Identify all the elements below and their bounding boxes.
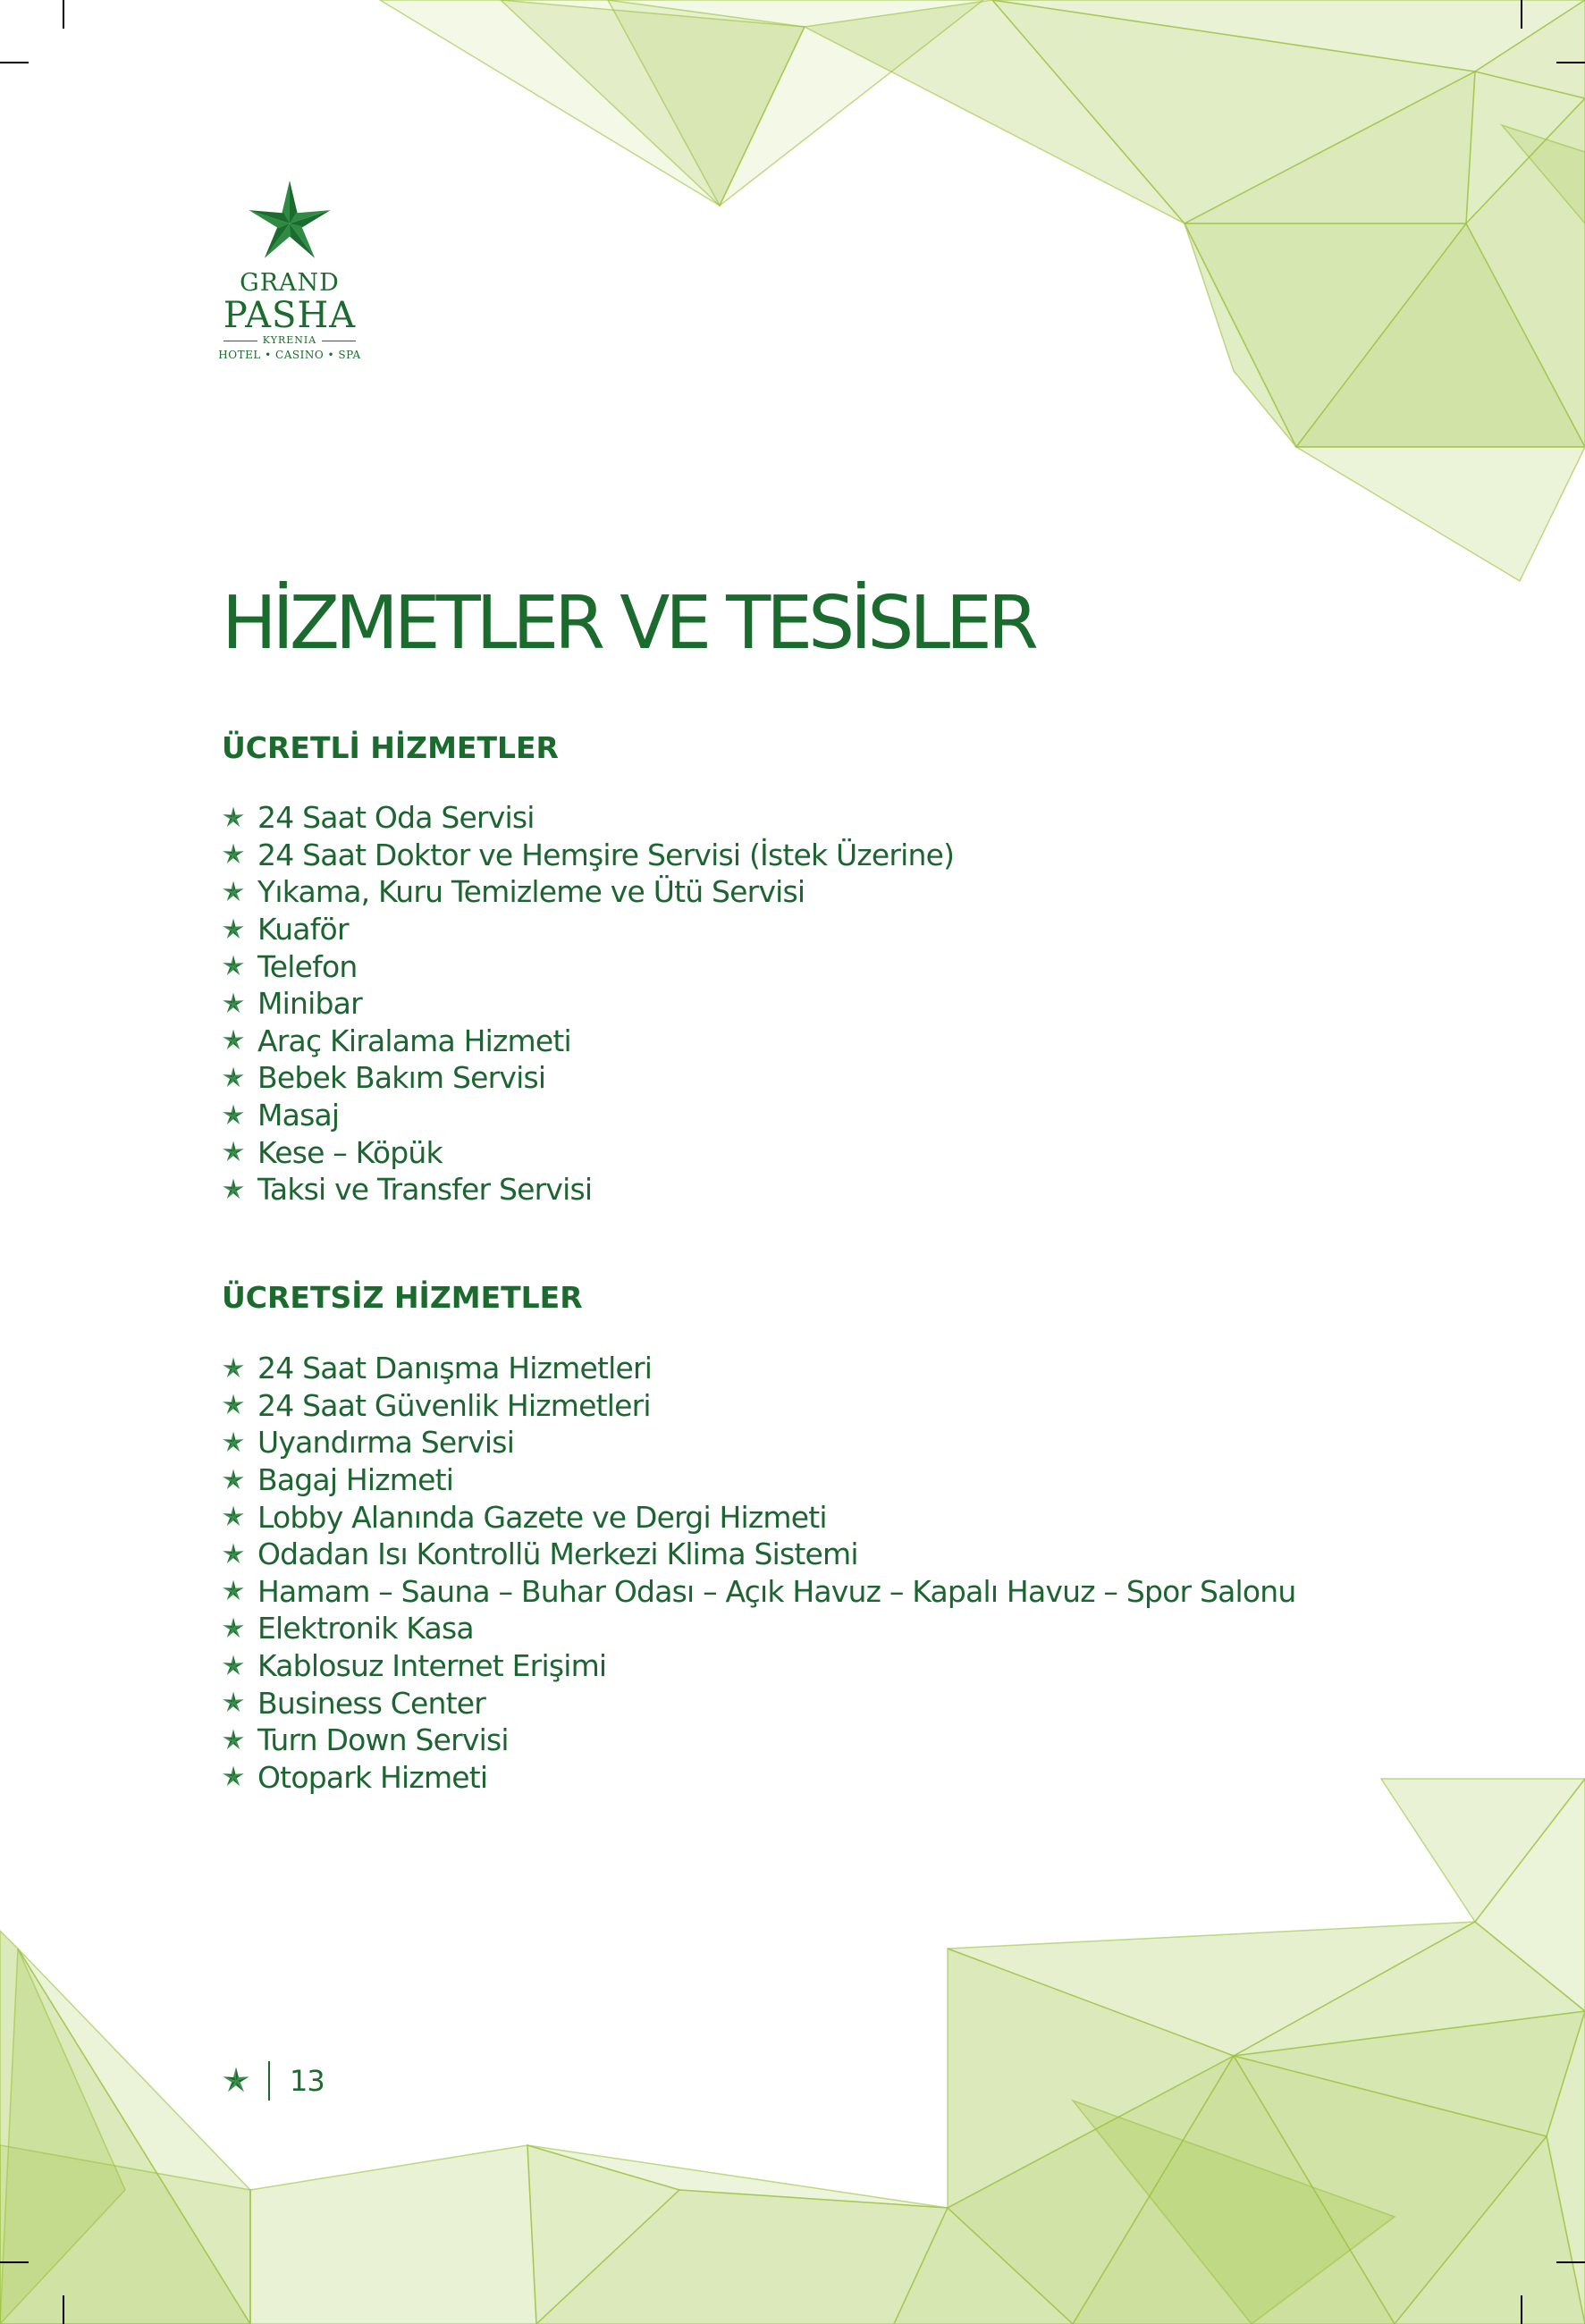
- list-item-label: Turn Down Servisi: [257, 1722, 509, 1758]
- brand-line-pasha: PASHA: [223, 295, 357, 336]
- star-icon: [222, 1104, 245, 1127]
- pinwheel-star-icon: [245, 179, 334, 268]
- list-item: [222, 799, 954, 837]
- list-item-label: Minibar: [257, 986, 362, 1022]
- list-item-label: 24 Saat Oda Servisi: [257, 800, 535, 836]
- star-icon: [222, 1029, 245, 1052]
- star-icon: [222, 843, 245, 866]
- list-item-label: Taksi ve Transfer Servisi: [257, 1172, 593, 1208]
- crop-mark: [1521, 0, 1522, 29]
- list-item-label: Yıkama, Kuru Temizleme ve Ütü Servisi: [257, 874, 805, 910]
- list-item: [222, 837, 954, 874]
- paid-services-list: [222, 799, 954, 1208]
- crop-mark: [1556, 62, 1585, 63]
- list-item: [222, 1759, 1296, 1797]
- list-item: [222, 1133, 954, 1171]
- star-icon: [222, 918, 245, 941]
- list-item: [222, 1097, 954, 1134]
- free-services-heading: ÜCRETSİZ HİZMETLER: [222, 1280, 583, 1315]
- star-icon: [222, 1141, 245, 1164]
- footer-separator: [268, 2061, 270, 2101]
- crop-mark: [1556, 2261, 1585, 2263]
- list-item: [222, 1059, 954, 1097]
- list-item: [222, 911, 954, 948]
- list-item-label: 24 Saat Doktor ve Hemşire Servisi (İstek Üzerine): [257, 837, 955, 872]
- brand-line-grand: GRAND: [240, 269, 340, 297]
- crop-mark: [63, 2295, 64, 2324]
- list-item-label: Bagaj Hizmeti: [257, 1462, 454, 1498]
- star-icon: [222, 1765, 245, 1789]
- list-item-label: Masaj: [257, 1098, 340, 1133]
- list-item-label: Bebek Bakım Servisi: [257, 1060, 546, 1096]
- star-icon: [222, 1617, 245, 1640]
- brand-logo: [207, 179, 372, 363]
- brand-line-kyrenia: [207, 334, 372, 347]
- list-item: [222, 1424, 1296, 1461]
- list-item: [222, 1023, 954, 1060]
- list-item-label: Kablosuz Internet Erişimi: [257, 1648, 607, 1684]
- list-item-label: 24 Saat Danışma Hizmetleri: [257, 1351, 653, 1386]
- brand-tagline: HOTEL • CASINO • SPA: [218, 349, 361, 361]
- star-icon: [222, 1394, 245, 1417]
- list-item-label: Kuaför: [257, 912, 349, 947]
- list-item-label: Araç Kiralama Hizmeti: [257, 1023, 571, 1058]
- list-item: [222, 1610, 1296, 1647]
- list-item-label: Elektronik Kasa: [257, 1611, 474, 1646]
- list-item: [222, 947, 954, 985]
- star-icon: [222, 1543, 245, 1566]
- star-icon: [222, 1729, 245, 1752]
- list-item-label: Lobby Alanında Gazete ve Dergi Hizmeti: [257, 1499, 827, 1535]
- list-item: [222, 1647, 1296, 1685]
- star-icon: [222, 2067, 250, 2095]
- list-item: [222, 1722, 1296, 1759]
- page-footer: [222, 2061, 325, 2101]
- star-icon: [222, 992, 245, 1015]
- list-item: [222, 985, 954, 1023]
- star-icon: [222, 806, 245, 829]
- list-item: [222, 1350, 1296, 1387]
- list-item-label: Kese – Köpük: [257, 1134, 443, 1170]
- list-item: [222, 1498, 1296, 1536]
- page-number: 13: [290, 2064, 325, 2098]
- star-icon: [222, 1178, 245, 1201]
- star-icon: [222, 880, 245, 904]
- star-icon: [222, 1469, 245, 1492]
- star-icon: [222, 1655, 245, 1678]
- list-item: [222, 1171, 954, 1208]
- free-services-list: [222, 1350, 1296, 1796]
- star-icon: [222, 1066, 245, 1090]
- crop-mark: [63, 0, 64, 29]
- crop-mark: [0, 62, 29, 63]
- list-item-label: Business Center: [257, 1685, 486, 1721]
- list-item: [222, 1573, 1296, 1611]
- list-item-label: 24 Saat Güvenlik Hizmetleri: [257, 1387, 651, 1423]
- paid-services-heading: ÜCRETLİ HİZMETLER: [222, 730, 559, 765]
- list-item: [222, 1387, 1296, 1425]
- list-item-label: Telefon: [257, 948, 358, 984]
- page-title: HİZMETLER VE TESİSLER: [222, 581, 1034, 666]
- list-item-label: Odadan Isı Kontrollü Merkezi Klima Sistemi: [257, 1537, 858, 1572]
- star-icon: [222, 1691, 245, 1714]
- list-item: [222, 1536, 1296, 1573]
- list-item-label: Hamam – Sauna – Buhar Odası – Açık Havuz – Kapalı Havuz – Spor Salonu: [257, 1573, 1296, 1609]
- star-icon: [222, 1579, 245, 1603]
- brand-location: KYRENIA: [262, 334, 317, 346]
- list-item-label: Otopark Hizmeti: [257, 1759, 488, 1795]
- star-icon: [222, 1505, 245, 1528]
- star-icon: [222, 1357, 245, 1380]
- list-item: [222, 1461, 1296, 1499]
- star-icon: [222, 955, 245, 978]
- list-item: [222, 1684, 1296, 1722]
- star-icon: [222, 1431, 245, 1454]
- list-item: [222, 873, 954, 911]
- crop-mark: [0, 2261, 29, 2263]
- list-item-label: Uyandırma Servisi: [257, 1425, 515, 1461]
- crop-mark: [1521, 2295, 1522, 2324]
